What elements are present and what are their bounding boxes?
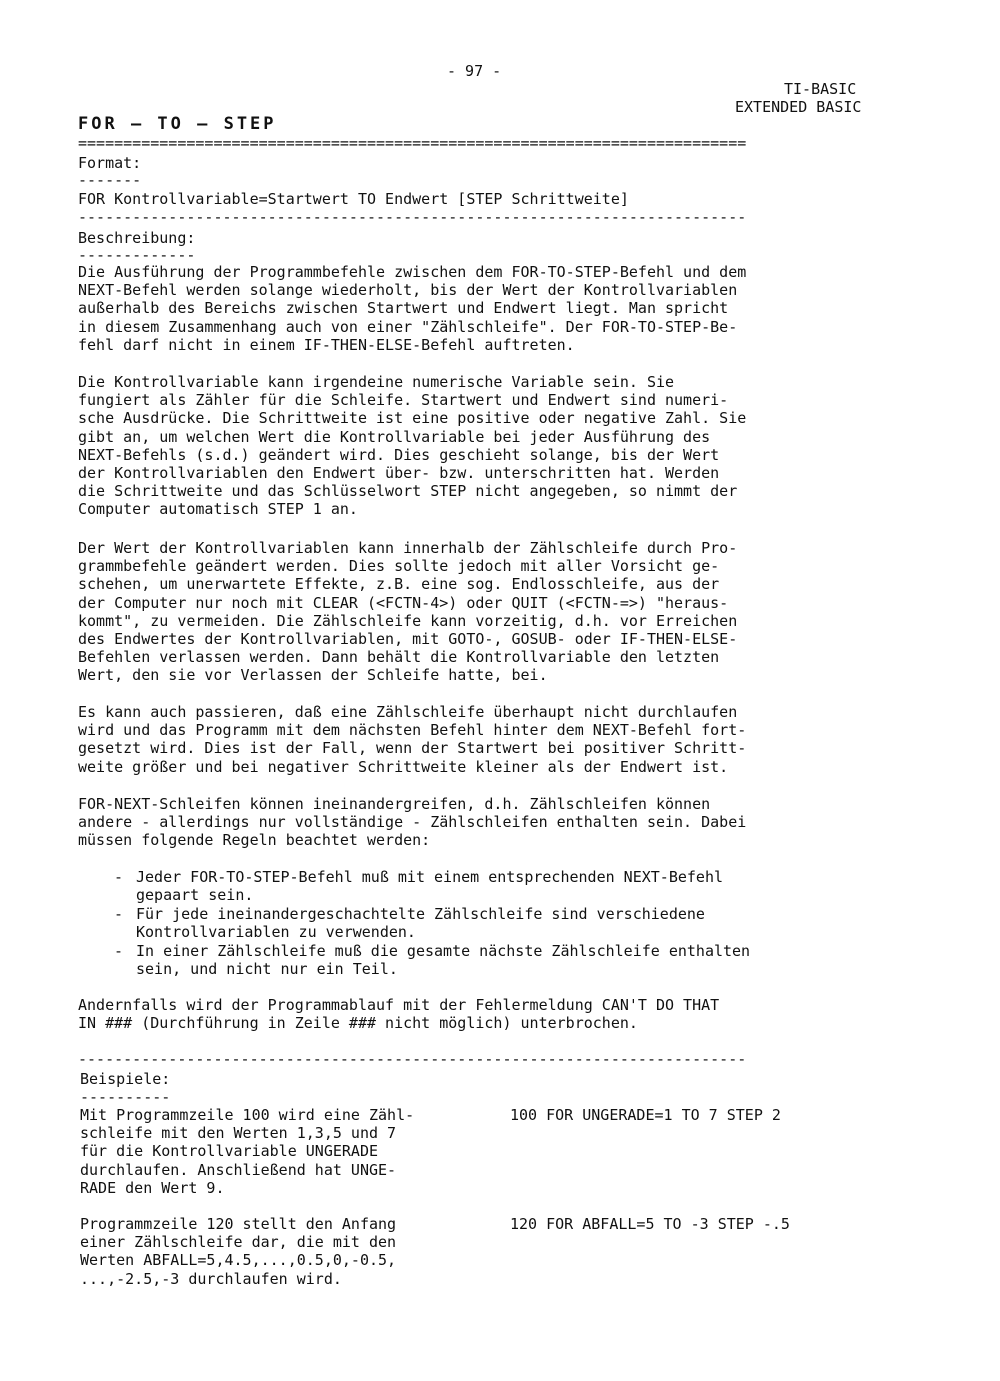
paragraph: Die Ausführung der Programmbefehle zwischen dem FOR-TO-STEP-Befehl und dem NEXT-Befehl werden solange wiederholt, bis der Wert der Kontrollvariablen außerhalb des Bereichs zwischen Startwert und Endwert liegt. Man spricht in diesem Zusammenhang auch von einer "Zählschleife". Der FOR-TO-STEP-Be- fehl darf nicht in einem IF-THEN-ELSE-Befehl auftreten.: [78, 263, 747, 354]
paragraph: Andernfalls wird der Programmablauf mit der Fehlermeldung CAN'T DO THAT IN ### (Durchführung in Zeile ### nicht möglich) unterbrochen.: [78, 996, 720, 1033]
example-description: Mit Programmzeile 100 wird eine Zähl- schleife mit den Werten 1,3,5 und 7 für die Kontrollvariable UNGERADE durchlaufen. Anschließend hat UNGE- RADE den Wert 9.: [80, 1106, 415, 1197]
page-title: FOR — TO — STEP: [78, 114, 277, 134]
header-line-1: TI-BASIC: [784, 80, 857, 98]
example-code: 100 FOR UNGERADE=1 TO 7 STEP 2: [510, 1106, 781, 1124]
paragraph: FOR-NEXT-Schleifen können ineinandergreifen, d.h. Zählschleifen können andere - allerdings nur vollständige - Zählschleifen enthalten sein. Dabei müssen folgende Regeln beachtet werden:: [78, 795, 747, 850]
double-rule: ==========================================================================: [78, 134, 747, 152]
list-item: Jeder FOR-TO-STEP-Befehl muß mit einem entsprechenden NEXT-Befehl gepaart sein.: [136, 868, 723, 905]
list-item: In einer Zählschleife muß die gesamte nächste Zählschleife enthalten sein, und nicht nur ein Teil.: [136, 942, 751, 979]
list-bullet: -: [114, 868, 124, 886]
description-underline: -------------: [78, 246, 196, 264]
divider-rule: --------------------------------------------------------------------------: [78, 1050, 747, 1068]
header-line-2: EXTENDED BASIC: [735, 98, 862, 116]
format-label: Format:: [78, 154, 142, 172]
examples-label: Beispiele:: [80, 1070, 171, 1088]
list-bullet: -: [114, 905, 124, 923]
format-underline: -------: [78, 171, 142, 189]
paragraph: Der Wert der Kontrollvariablen kann innerhalb der Zählschleife durch Pro- grammbefehle geändert werden. Dies sollte jedoch mit aller Vorsicht ge- schehen, um unerwartete Effekte, z.B. eine sog. Endlosschleife, aus der der Computer nur noch mit CLEAR (<FCTN-4>) oder QUIT (<FCTN-=>) "heraus- kommt", zu vermeiden. Die Zählschleife kann vorzeitig, d.h. vor Erreichen des Endwertes der Kontrollvariablen, mit GOTO-, GOSUB- oder IF-THEN-ELSE- Befehlen verlassen werden. Dann behält die Kontrollvariable den letzten Wert, den sie vor Verlassen der Schleife hatte, bei.: [78, 539, 738, 685]
example-code: 120 FOR ABFALL=5 TO -3 STEP -.5: [510, 1215, 790, 1233]
format-syntax: FOR Kontrollvariable=Startwert TO Endwert [STEP Schrittweite]: [78, 190, 629, 208]
examples-underline: ----------: [80, 1088, 171, 1106]
example-description: Programmzeile 120 stellt den Anfang einer Zählschleife dar, die mit den Werten ABFALL=5,4.5,...,0.5,0,-0.5, ...,-2.5,-3 durchlaufen wird.: [80, 1215, 397, 1288]
page-number: - 97 -: [447, 62, 502, 80]
paragraph: Es kann auch passieren, daß eine Zählschleife überhaupt nicht durchlaufen wird und das Programm mit dem nächsten Befehl hinter dem NEXT-Befehl fort- gesetzt wird. Dies ist der Fall, wenn der Startwert bei positiver Schritt- weite größer und bei negativer Schrittweite kleiner als der Endwert ist.: [78, 703, 747, 776]
paragraph: Die Kontrollvariable kann irgendeine numerische Variable sein. Sie fungiert als Zähler für die Schleife. Startwert und Endwert sind numeri- sche Ausdrücke. Die Schrittweite ist eine positive oder negative Zahl. Sie gibt an, um welchen Wert die Kontrollvariable bei jeder Ausführung des NEXT-Befehls (s.d.) geändert wird. Dies geschieht solange, bis der Wert der Kontrollvariablen den Endwert über- bzw. unterschritten hat. Werden die Schrittweite und das Schlüsselwort STEP nicht angegeben, so nimmt der Computer automatisch STEP 1 an.: [78, 373, 747, 519]
list-bullet: -: [114, 942, 124, 960]
divider-rule: --------------------------------------------------------------------------: [78, 208, 747, 226]
list-item: Für jede ineinandergeschachtelte Zählschleife sind verschiedene Kontrollvariablen zu verwenden.: [136, 905, 705, 942]
description-label: Beschreibung:: [78, 229, 196, 247]
